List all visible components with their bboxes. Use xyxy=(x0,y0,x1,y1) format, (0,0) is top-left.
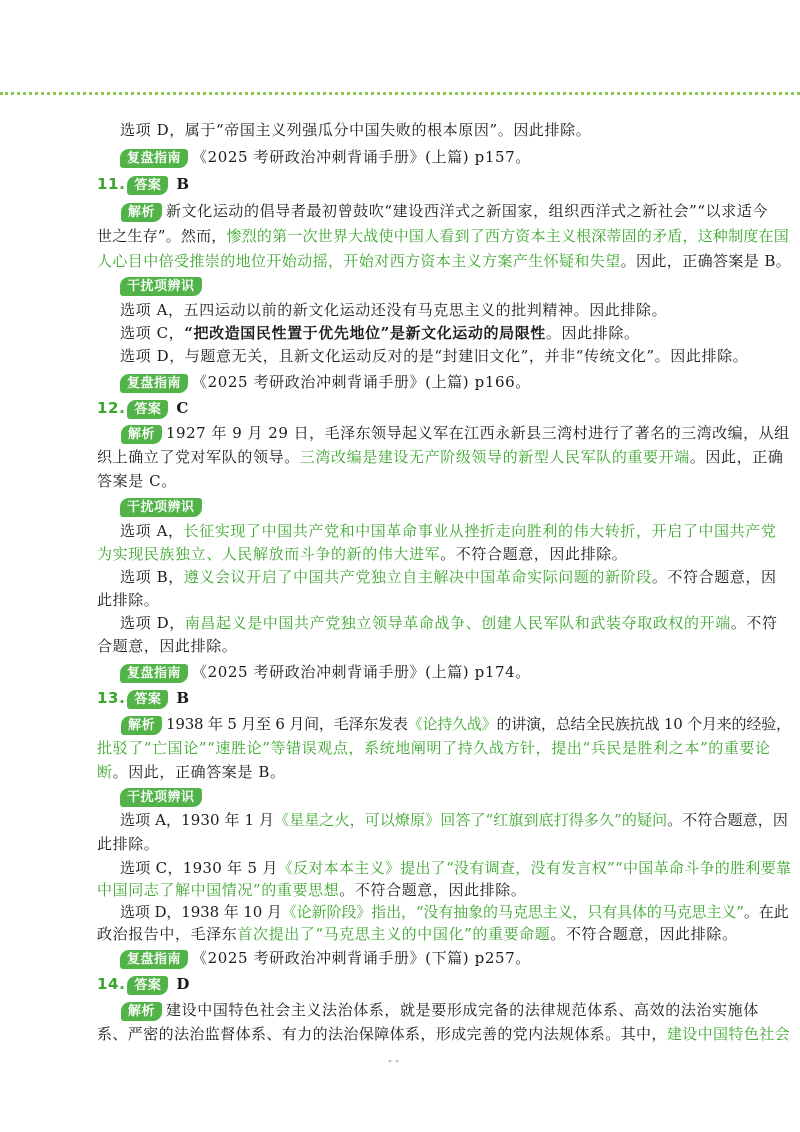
answer-tag: 答案 xyxy=(127,400,168,419)
q12-review-guide: 复盘指南 《2025 考研政治冲刺背诵手册》(上篇) p174。 xyxy=(120,662,531,683)
page-number: - - xyxy=(388,1054,399,1067)
q12-answer: 12. 答案 C xyxy=(97,399,189,417)
q11-distractor-header xyxy=(120,275,206,296)
q12-analysis-line1: 解析 1927 年 9 月 29 日，毛泽东领导起义军在江西永新县三湾村进行了著名的三湾改编，从组 xyxy=(121,423,790,444)
q11-option-a: 选项 A，五四运动以前的新文化运动还没有马克思主义的批判精神。因此排除。 xyxy=(120,301,668,319)
q13-option-d-line1: 选项 D，1938 年 10 月《论新阶段》指出，“没有抽象的马克思主义，只有具体的马克思主义”。在此 xyxy=(120,903,789,921)
q11-option-d: 选项 D，与题意无关，且新文化运动反对的是“封建旧文化”，并非“传统文化”。因此排除。 xyxy=(120,347,749,365)
q14-analysis-line2: 系、严密的法治监督体系、有力的法治保障体系，形成完善的党内法规体系。其中，建设中国特色社会 xyxy=(97,1025,791,1043)
q13-option-d-line2: 政治报告中，毛泽东首次提出了“马克思主义的中国化”的重要命题。不符合题意，因此排除。 xyxy=(97,925,738,943)
q12-option-a-line1: 选项 A，长征实现了中国共产党和中国革命事业从挫折走向胜利的伟大转折，开启了中国共产党 xyxy=(120,522,777,540)
q11-review-guide: 复盘指南 《2025 考研政治冲刺背诵手册》(上篇) p166。 xyxy=(120,372,531,393)
distractor-tag: 干扰项辨识 xyxy=(120,788,202,807)
review-guide-tag: 复盘指南 xyxy=(120,374,188,393)
review-guide-tag: 复盘指南 xyxy=(120,149,188,168)
analysis-tag: 解析 xyxy=(121,203,162,222)
q11-option-c: 选项 C，“把改造国民性置于优先地位”是新文化运动的局限性。因此排除。 xyxy=(120,324,640,342)
q10-review-guide: 复盘指南 《2025 考研政治冲刺背诵手册》(上篇) p157。 xyxy=(120,147,531,168)
q10-option-d: 选项 D，属于“帝国主义列强瓜分中国失败的根本原因”。因此排除。 xyxy=(120,121,592,139)
q13-option-a-line2: 此排除。 xyxy=(97,835,160,853)
q13-option-a-line1: 选项 A，1930 年 1 月《星星之火，可以燎原》回答了“红旗到底打得多久”的疑问。不符合题意，因 xyxy=(120,811,788,829)
distractor-tag: 干扰项辨识 xyxy=(120,498,202,517)
q11-analysis-line1: 解析 新文化运动的倡导者最初曾鼓吹“建设西洋式之新国家，组织西洋式之新社会”“以求适今 xyxy=(121,201,768,222)
q13-option-c-line2: 中国同志了解中国情况”的重要思想。不符合题意，因此排除。 xyxy=(97,881,527,899)
analysis-tag: 解析 xyxy=(121,425,162,444)
q12-distractor-header xyxy=(120,496,206,517)
distractor-tag: 干扰项辨识 xyxy=(120,277,202,296)
q12-option-d-line2: 合题意，因此排除。 xyxy=(97,637,238,655)
q11-answer: 11. 答案 B xyxy=(97,175,190,193)
q13-answer: 13. 答案 B xyxy=(97,689,190,707)
q12-analysis-line2: 织上确立了党对军队的领导。三湾改编是建设无产阶级领导的新型人民军队的重要开端。因此，正确 xyxy=(97,448,784,466)
q12-option-b-line1: 选项 B，遵义会议开启了中国共产党独立自主解决中国革命实际问题的新阶段。不符合题意，因 xyxy=(120,568,777,586)
q12-option-b-line2: 此排除。 xyxy=(97,591,160,609)
review-guide-tag: 复盘指南 xyxy=(120,664,188,683)
answer-tag: 答案 xyxy=(127,976,168,995)
answer-tag: 答案 xyxy=(127,690,168,709)
q14-answer: 14. 答案 D xyxy=(97,975,190,993)
q13-analysis-line3: 断。因此，正确答案是 B。 xyxy=(97,763,286,781)
q11-analysis-line2: 世之生存”。然而，惨烈的第一次世界大战使中国人看到了西方资本主义根深蒂固的矛盾，这种制度在国 xyxy=(97,227,789,245)
q12-analysis-line3: 答案是 C。 xyxy=(97,472,177,490)
q14-analysis-line1: 解析 建设中国特色社会主义法治体系，就是要形成完备的法律规范体系、高效的法治实施体 xyxy=(121,1000,759,1021)
q12-option-d-line1: 选项 D，南昌起义是中国共产党独立领导革命战争、创建人民军队和武装夺取政权的开端。不符 xyxy=(120,614,778,632)
q11-analysis-line3: 人心目中倍受推崇的地位开始动摇，开始对西方资本主义方案产生怀疑和失望。因此，正确答案是 B。 xyxy=(97,252,792,270)
q13-analysis-line2: 批驳了“亡国论”“速胜论”等错误观点，系统地阐明了持久战方针，提出“兵民是胜利之本”的重要论 xyxy=(97,739,771,757)
q12-option-a-line2: 为实现民族独立、人民解放而斗争的新的伟大进军。不符合题意，因此排除。 xyxy=(97,545,628,563)
q13-analysis-line1: 解析 1938 年 5 月至 6 月间，毛泽东发表《论持久战》的讲演，总结全民族抗战 10 个月来的经验， xyxy=(121,714,791,735)
review-guide-tag: 复盘指南 xyxy=(120,950,188,969)
analysis-tag: 解析 xyxy=(121,1002,162,1021)
q13-option-c-line1: 选项 C，1930 年 5 月《反对本本主义》提出了“没有调查，没有发言权”“中国革命斗争的胜利要靠 xyxy=(120,859,792,877)
analysis-tag: 解析 xyxy=(121,716,162,735)
q13-review-guide: 复盘指南 《2025 考研政治冲刺背诵手册》(下篇) p257。 xyxy=(120,948,531,969)
answer-tag: 答案 xyxy=(127,176,168,195)
header-dotted-rule xyxy=(0,92,800,95)
q13-distractor-header xyxy=(120,786,206,807)
